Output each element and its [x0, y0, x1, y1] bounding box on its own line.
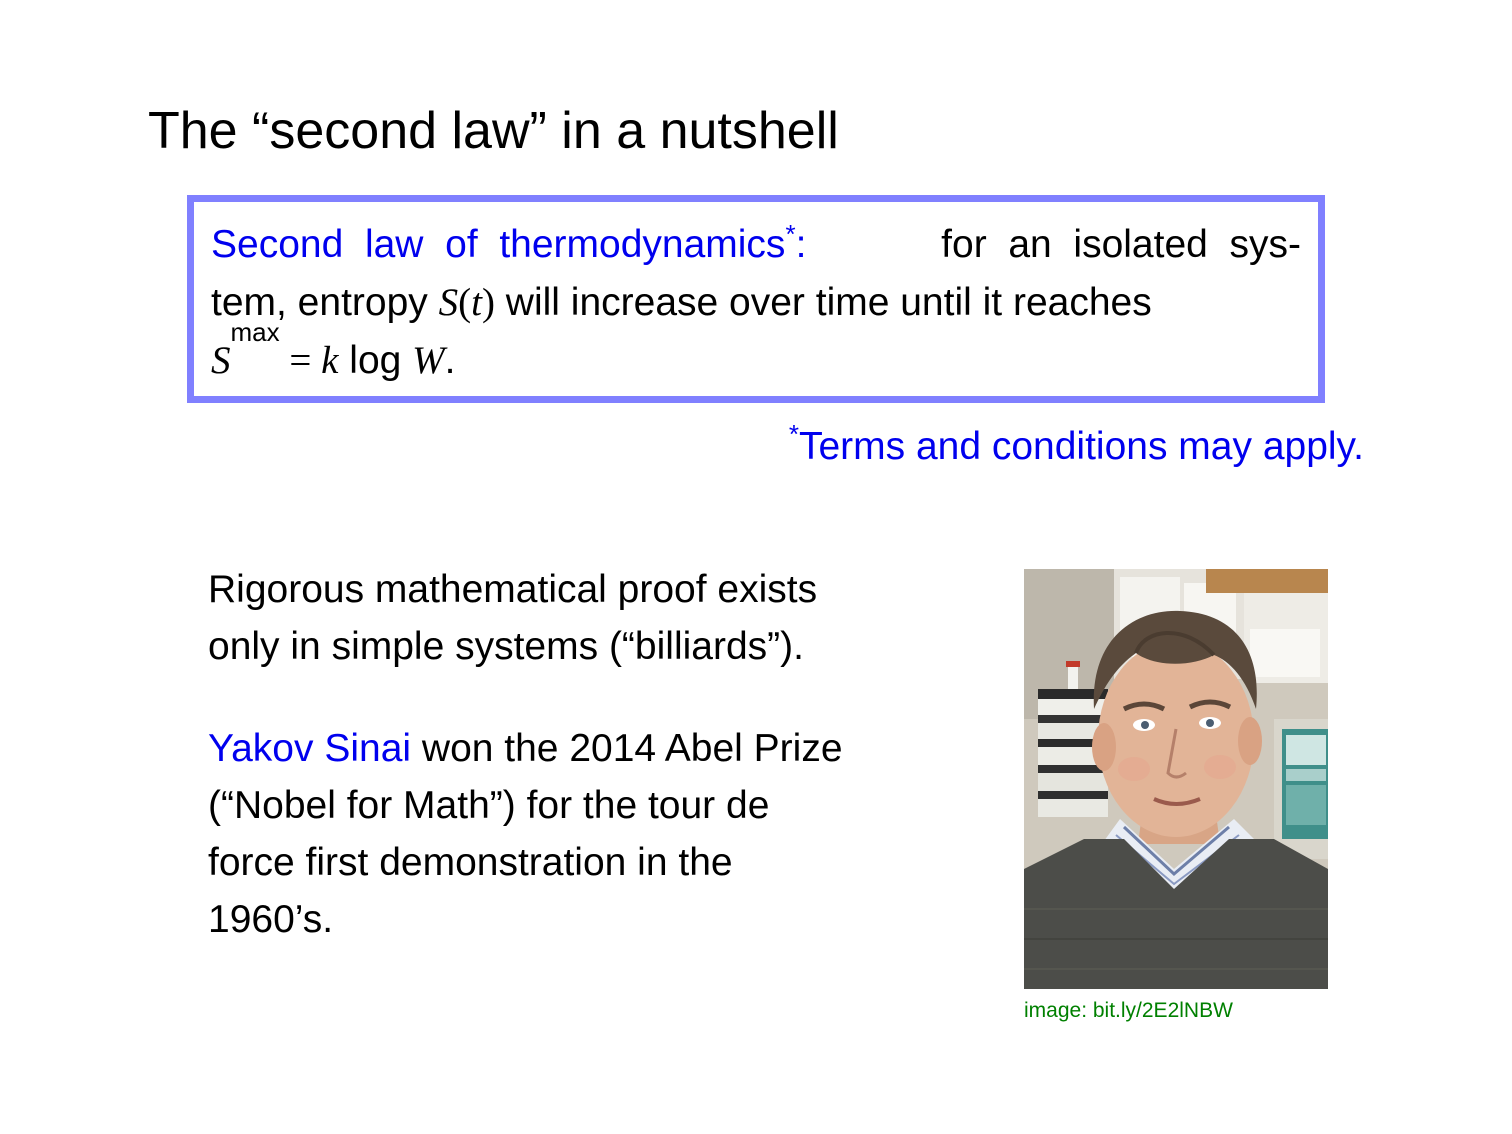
image-credit[interactable]: image: bit.ly/2E2lNBW	[1024, 999, 1233, 1022]
equals-sign: =	[279, 339, 322, 382]
footnote-star: *	[785, 219, 796, 249]
sinai-line-2: (“Nobel for Math”) for the tour de	[208, 784, 770, 827]
smax-symbol: S	[211, 339, 231, 382]
law-heading	[211, 216, 806, 274]
terms-note	[788, 419, 1364, 473]
yakov-sinai-photo	[1024, 569, 1328, 989]
sinai-line-3: force first demonstration in the	[208, 841, 733, 884]
rigorous-line-2: only in simple systems (“billiards”).	[208, 625, 804, 668]
paren-open: (	[458, 281, 472, 324]
smax-subscript: max	[230, 317, 280, 347]
sinai-line-1	[208, 720, 948, 777]
terms-star: *	[788, 419, 799, 449]
sinai-line-4: 1960’s.	[208, 898, 334, 941]
law-line-2-text	[211, 274, 1152, 332]
rigorous-proof-paragraph	[208, 561, 948, 675]
boltzmann-k: k	[321, 339, 339, 382]
formula-period: .	[444, 339, 456, 382]
law-line-1	[211, 216, 1301, 274]
yakov-sinai-link[interactable]: Yakov Sinai	[208, 727, 412, 770]
rigorous-line-1: Rigorous mathematical proof exists	[208, 568, 818, 611]
terms-text: Terms and conditions may apply.	[798, 425, 1364, 468]
portrait-illustration	[1024, 569, 1328, 989]
second-law-link[interactable]: Second law of thermodynamics	[211, 223, 786, 266]
sinai-paragraph	[208, 720, 948, 948]
log-operator: log	[338, 339, 413, 382]
entropy-symbol: S	[438, 281, 459, 324]
law-text-increase: will increase over time until it reaches	[494, 281, 1152, 324]
sinai-line-1-rest: won the 2014 Abel Prize	[411, 727, 843, 770]
slide-title: The “second law” in a nutshell	[148, 102, 839, 160]
law-colon: :	[795, 223, 807, 266]
time-symbol: t	[471, 281, 482, 324]
law-line-1-rest: for an isolated sys-	[941, 223, 1301, 266]
paren-close: )	[481, 281, 495, 324]
law-text-entropy: tem, entropy	[211, 281, 439, 324]
law-line-2	[211, 274, 1301, 332]
microstates-w: W	[412, 339, 445, 382]
second-law-box	[187, 195, 1325, 403]
law-line-3	[211, 317, 1301, 390]
